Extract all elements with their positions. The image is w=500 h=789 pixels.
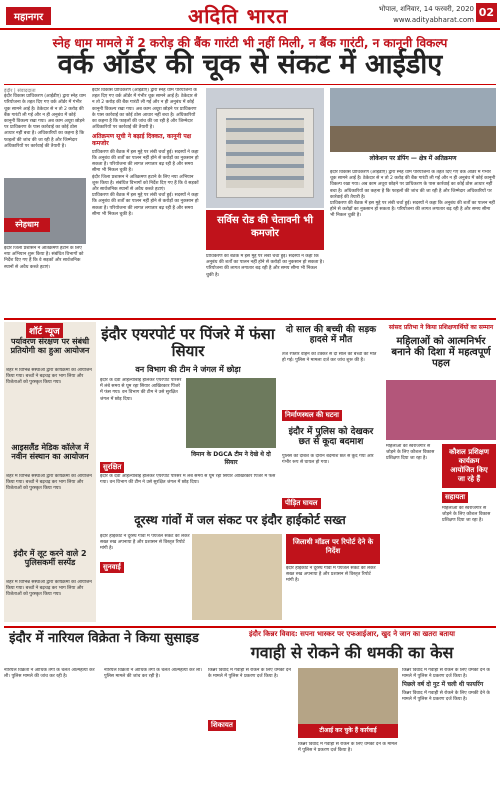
- lead-photo-small: [4, 178, 86, 244]
- lead-body-text: प्राधिकरण की बैठक में इस मुद्दे पर लंबी चर्चा हुई। सदस्यों ने कहा कि अनुबंध की शर्तों का पालन नहीं होने से करोड़ों का नुकसान हो सकता है। परियोजना की लागत लगातार बढ़ रही है और समय सीमा भी निकल चुकी है।: [92, 149, 199, 174]
- kinnar-body-text: किन्नर विवाद में गवाही से रोकने के लिए धमकी देने के मामले में पुलिस ने प्रकरण दर्ज किया है।: [402, 668, 490, 680]
- page-number: 02: [476, 3, 497, 22]
- police-headline: इंदौर में पुलिस को देखकर छत से कूदा बदमाश: [288, 427, 374, 447]
- kinnar-photo: [298, 668, 398, 724]
- women-photo: [386, 380, 496, 440]
- short-news-panel: [4, 322, 96, 622]
- village-box-title: जिलाधी मॉडल पर रिपोर्ट देने के निर्देश: [286, 534, 380, 564]
- coconut-headline: इंदौर में नारियल विक्रेता ने किया सुसाइड: [9, 631, 199, 646]
- airport-photo: [186, 378, 276, 448]
- airport-tag: सुरक्षित: [100, 462, 124, 473]
- masthead: [0, 0, 500, 30]
- police-body: पुलिस की दबिश के दौरान बदमाश छत से कूद गया और गंभीर रूप से घायल हो गया।: [282, 454, 374, 466]
- police-tag: पीड़ित घायल: [282, 498, 321, 509]
- caption-part: लोकेशन पर डंपिंग: [369, 155, 409, 162]
- short-news-body-2: शहर में विभिन्न संस्थाओं द्वारा कार्यक्रमों का आयोजन किया गया। बच्चों ने बढ़चढ़ कर भाग लिया और विजेताओं को पुरस्कृत किया गया।: [6, 474, 92, 492]
- women-kicker: सांसद प्रतिभा ने किया प्रशिक्षणार्थियों का सम्मान: [388, 324, 494, 331]
- village-body-1: इंदौर हाईकोर्ट ने दूरस्थ गांवों में पेयजल संकट को लेकर सख्त रुख अपनाया है और प्रशासन से विस्तृत रिपोर्ट मांगी है।: [100, 534, 190, 552]
- short-news-headline-2: आइसलैंड मेडिक कॉलेज में नवीन संस्थान का आयोजन: [11, 443, 89, 461]
- newspaper-logo: अदिति भारत: [188, 4, 289, 28]
- short-news-headline-3: इंदौर में लूट करने वाले 2 पुलिसकर्मी सस्पेंड: [13, 549, 87, 567]
- kinnar-body-3: [402, 668, 496, 786]
- village-headline: दूरस्थ गांवों में जल संकट पर इंदौर हाईकोर्ट सख्त: [134, 513, 346, 527]
- lead-body-col3: प्राधिकरण की बैठक में इस मुद्दे पर लंबी चर्चा हुई। सदस्यों ने कहा कि अनुबंध की शर्तों का पालन नहीं होने से करोड़ों का नुकसान हो सकता है। परियोजना की लागत लगातार बढ़ रही है और समय सीमा भी निकल चुकी है।: [206, 254, 324, 278]
- lead-body-text: इंदौर जिला प्रशासन ने अतिक्रमण हटाने के लिए नया अभियान शुरू किया है। संबंधित विभागों को निर्देश दिए गए हैं कि वे सड़कों और सार्वजनिक स्थानों से अवैध कब्जे हटाएं।: [92, 174, 199, 193]
- village-photo: [192, 534, 282, 620]
- lead-photo-site: [330, 88, 496, 152]
- lead-body-text: प्राधिकरण की बैठक में इस मुद्दे पर लंबी चर्चा हुई। सदस्यों ने कहा कि अनुबंध की शर्तों का पालन नहीं होने से करोड़ों का नुकसान हो सकता है। परियोजना की लागत लगातार बढ़ रही है और समय सीमा भी निकल चुकी है।: [92, 193, 199, 217]
- website[interactable]: www.adityabharat.com: [393, 16, 474, 24]
- women-tag: सहायता: [442, 492, 468, 503]
- women-headline: महिलाओं को आत्मनिर्भर बनाने की दिशा में महत्वपूर्ण पहल: [391, 336, 491, 369]
- kinnar-photo-caption: टीआई कर चुके हैं कार्रवाई: [298, 724, 398, 738]
- divider: [4, 318, 496, 320]
- airport-body-1: इंदौर के देवी अहिल्याबाई होलकर एयरपोर्ट परिसर में लंबे समय से घूम रहा सियार आखिरकार पिंजरे में फंस गया। वन विभाग की टीम ने उसे सुरक्षित जंगल में छोड़ दिया।: [100, 378, 182, 402]
- lead-kicker: स्नेह धाम मामले में 2 करोड़ की बैंक गारंटी भी नहीं मिली, न बैंक गारंटी, न कानूनी विकल्प: [52, 36, 448, 50]
- lead-body-text: इंदौर विकास प्राधिकरण (आईडीए) द्वारा स्नेह धाम परियोजना के तहत दिए गए वर्क ऑर्डर में गंभीर चूक सामने आई है। ठेकेदार से न तो 2 करोड़ की बैंक गारंटी ली गई और न ही अनुबंध में कोई कानूनी विकल्प रखा गया। अब काम अधूरा छोड़ने पर प्राधिकरण के पास कार्रवाई का कोई ठोस आधार नहीं बचा है। अधिकारियों का कहना है कि फाइलों की जांच की जा रही है और जिम्मेदार अधिकारियों पर कार्रवाई की तैयारी है।: [92, 88, 198, 131]
- ground-shape: [330, 126, 496, 152]
- lead-photo-building: [206, 88, 324, 208]
- short-news-headline-1: पर्यावरण संरक्षण पर संबंधी प्रतियोगी का हुआ आयोजन: [10, 337, 90, 355]
- girl-tag: निर्माणस्थल की घटना: [282, 410, 342, 421]
- women-body-2: महिलाओं को स्वरोजगार से जोड़ने के लिए कौशल विकास प्रशिक्षण दिया जा रहा है।: [442, 506, 491, 524]
- airport-headline: इंदौर एयरपोर्ट पर पिंजरे में फंसा सियार: [101, 325, 275, 360]
- lead-body-col1b: इंदौर जिला प्रशासन ने अतिक्रमण हटाने के लिए नया अभियान शुरू किया है। संबंधित विभागों को निर्देश दिए गए हैं कि वे सड़कों और सार्वजनिक स्थानों से अवैध कब्जे हटाएं।: [4, 246, 84, 270]
- kinnar-headline: गवाही से रोकने की धमकी का केस: [250, 643, 454, 662]
- lead-body-text: इंदौर विकास प्राधिकरण (आईडीए) द्वारा स्नेह धाम परियोजना के तहत दिए गए वर्क ऑर्डर में गंभीर चूक सामने आई है। ठेकेदार से न तो 2 करोड़ की बैंक गारंटी ली गई और न ही अनुबंध में कोई कानूनी विकल्प रखा गया। अब काम अधूरा छोड़ने पर प्राधिकरण के पास कार्रवाई का कोई ठोस आधार नहीं बचा है। अधिकारियों का कहना है कि फाइलों की जांच की जा रही है और जिम्मेदार अधिकारियों पर कार्रवाई की तैयारी है।: [330, 170, 496, 200]
- divider: [4, 84, 496, 85]
- airport-inset: विमान के DGCA टीम ने देखे थे दो सियार: [191, 451, 271, 466]
- coconut-body-2: नारियल विक्रेता ने आर्थिक तंगी के चलते आत्महत्या कर ली। पुलिस मामले की जांच कर रही है।: [104, 668, 203, 680]
- divider: [4, 626, 496, 628]
- short-news-body-1: शहर में विभिन्न संस्थाओं द्वारा कार्यक्रमों का आयोजन किया गया। बच्चों ने बढ़चढ़ कर भाग लिया और विजेताओं को पुरस्कृत किया गया।: [6, 368, 92, 386]
- kinnar-sub: पिछले वर्ष दो गुट में चली थी फायरिंग: [402, 681, 484, 689]
- lead-headline: वर्क ऑर्डर की चूक से संकट में आईडीए: [57, 49, 443, 80]
- lead-redbox: सर्विस रोड की चेतावनी भी कमजोर: [206, 210, 324, 250]
- short-news-body-3: शहर में विभिन्न संस्थाओं द्वारा कार्यक्रमों का आयोजन किया गया। बच्चों ने बढ़चढ़ कर भाग लिया और विजेताओं को पुरस्कृत किया गया।: [6, 580, 92, 598]
- women-redbox: कौशल प्रशिक्षण कार्यक्रम आयोजित किए जा रहे हैं: [442, 444, 496, 488]
- short-news-label: शॉर्ट न्यूज: [26, 323, 63, 338]
- kinnar-body-1: किन्नर विवाद में गवाही से रोकने के लिए धमकी देने के मामले में पुलिस ने प्रकरण दर्ज किया है।: [208, 668, 291, 680]
- section-label: महानगर: [6, 7, 51, 25]
- lead-body-col1: [4, 88, 86, 178]
- lead-subhead: अतिक्रमण सूची ने बढ़ाई दिक्कत, कानूनी पक्ष कमजोर: [92, 133, 192, 147]
- byline: इंदौर | संवाददाता: [4, 88, 36, 94]
- kinnar-body-2: किन्नर विवाद में गवाही से रोकने के लिए धमकी देने के मामले में पुलिस ने प्रकरण दर्ज किया है।: [298, 742, 398, 754]
- building-windows: [226, 118, 304, 188]
- kinnar-body-text: किन्नर विवाद में गवाही से रोकने के लिए धमकी देने के मामले में पुलिस ने प्रकरण दर्ज किया है।: [402, 690, 490, 702]
- lead-body-text: प्राधिकरण की बैठक में इस मुद्दे पर लंबी चर्चा हुई। सदस्यों ने कहा कि अनुबंध की शर्तों का पालन नहीं होने से करोड़ों का नुकसान हो सकता है। परियोजना की लागत लगातार बढ़ रही है और समय सीमा भी निकल चुकी है।: [330, 201, 495, 219]
- airport-body-2: इंदौर के देवी अहिल्याबाई होलकर एयरपोर्ट परिसर में लंबे समय से घूम रहा सियार आखिरकार पिंजरे में फंस गया। वन विभाग की टीम ने उसे सुरक्षित जंगल में छोड़ दिया।: [100, 474, 276, 486]
- lead-photo-caption: लोकेशन पर डंपिंग — क्षेत्र में अतिक्रमण: [369, 155, 457, 162]
- women-body: महिलाओं को स्वरोजगार से जोड़ने के लिए कौशल विकास प्रशिक्षण दिया जा रहा है।: [386, 444, 435, 462]
- lead-body-col4: [330, 170, 496, 314]
- date-line: [379, 4, 474, 26]
- coconut-body-1: नारियल विक्रेता ने आर्थिक तंगी के चलते आत्महत्या कर ली। पुलिस मामले की जांच कर रही है।: [4, 668, 95, 680]
- girl-body: तेज रफ्तार वाहन की टक्कर से दो साल की बच्ची की मौत हो गई। पुलिस ने मामला दर्ज कर जांच शुरू की है।: [282, 352, 377, 364]
- caption-part: क्षेत्र में अतिक्रमण: [418, 155, 457, 162]
- girl-headline: दो साल की बच्ची की सड़क हादसे में मौत: [285, 325, 377, 345]
- lead-body-text: इंदौर विकास प्राधिकरण (आईडीए) द्वारा स्नेह धाम परियोजना के तहत दिए गए वर्क ऑर्डर में गंभीर चूक सामने आई है। ठेकेदार से न तो 2 करोड़ की बैंक गारंटी ली गई और न ही अनुबंध में कोई कानूनी विकल्प रखा गया। अब काम अधूरा छोड़ने पर प्राधिकरण के पास कार्रवाई का कोई ठोस आधार नहीं बचा है। अधिकारियों का कहना है कि फाइलों की जांच की जा रही है और जिम्मेदार अधिकारियों पर कार्रवाई की तैयारी है।: [4, 94, 86, 149]
- lead-body-col2: [92, 88, 200, 314]
- coconut-tag: शिकायत: [208, 720, 236, 731]
- kinnar-kicker: इंदौर किन्नर विवाद: सपना भास्कर पर एफआईआर, खुद ने जान का खतरा बताया: [249, 630, 455, 638]
- photo-label: स्नेहधाम: [4, 218, 50, 232]
- issue-date: भोपाल, शनिवार, 14 फरवरी, 2020: [378, 5, 474, 13]
- airport-subhead: वन विभाग की टीम ने जंगल में छोड़ा: [135, 365, 241, 374]
- village-body-2: इंदौर हाईकोर्ट ने दूरस्थ गांवों में पेयजल संकट को लेकर सख्त रुख अपनाया है और प्रशासन से विस्तृत रिपोर्ट मांगी है।: [286, 566, 376, 584]
- village-tag: सुनवाई: [100, 562, 124, 573]
